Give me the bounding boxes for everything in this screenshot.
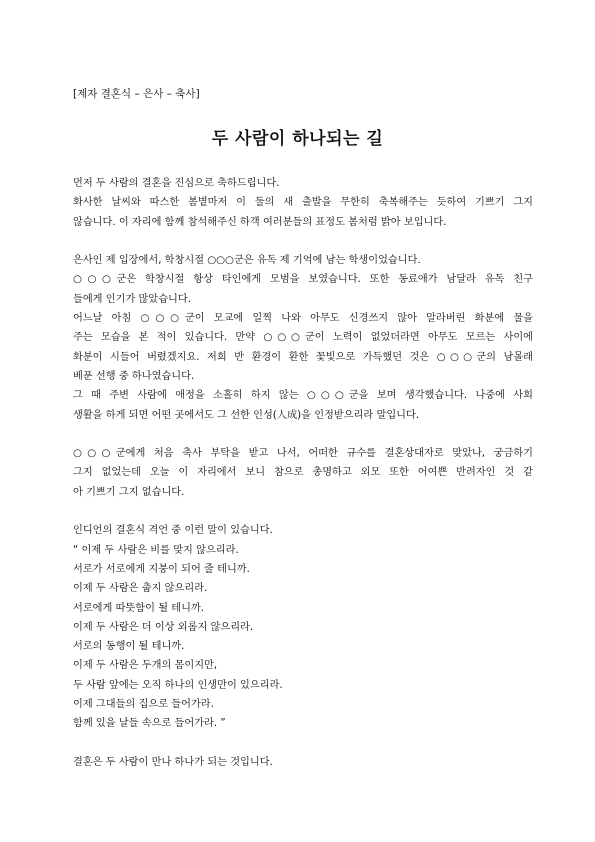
paragraph-proverb	[73, 521, 533, 733]
quote-line: 이제 두 사람은 두개의 몸이지만,	[73, 660, 218, 672]
text-line: ○○○군에게 처음 축사 부탁을 받고 나서, 어떠한 규수를 결혼상대자로 맞았나, 궁금하기	[73, 448, 533, 460]
paragraph-closing	[73, 753, 533, 772]
text-line: 베푼 선행 중 하나였습니다.	[73, 370, 195, 382]
quote-line: 서로의 동행이 될 테니까.	[73, 641, 185, 653]
text-line: 결혼은 두 사람이 만나 하나가 되는 것입니다.	[73, 756, 273, 768]
text-line: 않습니다. 이 자리에 함께 참석해주신 하객 여러분들의 표정도 봄처럼 밝아 보입니다.	[73, 216, 447, 228]
text-line: 인디언의 결혼식 격언 중 이런 말이 있습니다.	[73, 525, 273, 537]
text-line: 먼저 두 사람의 결혼을 진심으로 축하드립니다.	[73, 178, 280, 189]
paragraph-bride	[73, 444, 533, 502]
quote-line: 서로가 서로에게 지붕이 되어 줄 테니까.	[73, 563, 250, 575]
page-title: 두 사람이 하나되는 길	[211, 129, 384, 149]
text-line: 그지 없었는데 오늘 이 자리에서 보니 참으로 총명하고 외모 또한 어여쁜 반려자인 것 같	[73, 467, 533, 479]
quote-line: 이제 두 사람은 더 이상 외롭지 않으리라.	[73, 621, 254, 633]
paragraph-memory	[73, 251, 533, 425]
document-body	[73, 174, 533, 772]
document-header: [제자 결혼식 – 은사 – 축사]	[73, 88, 200, 100]
quote-line: 함께 있을 날들 속으로 들어가라. ”	[73, 718, 226, 730]
quote-line: 이제 그대들의 집으로 들어가라.	[73, 699, 214, 711]
text-line: 화분이 시들어 버렸겠지요. 저희 반 환경이 환한 꽃빛으로 가득했던 것은 ○○○군의 남몰래	[73, 351, 533, 363]
paragraph-greeting	[73, 174, 533, 232]
text-line: 은사인 제 입장에서, 학창시절 ○○○군은 유독 제 기억에 남는 학생이었습니다.	[73, 255, 421, 267]
text-line: 들에게 인기가 많았습니다.	[73, 293, 191, 305]
quote-line: “ 이제 두 사람은 비를 맞지 않으리라.	[73, 544, 239, 556]
quote-line: 두 사람 앞에는 오직 하나의 인생만이 있으리라.	[73, 679, 283, 691]
text-line: 주는 모습을 본 적이 있습니다. 만약 ○○○군이 노력이 없었더라면 아무도 모르는 사이에	[73, 332, 533, 344]
text-line: ○○○군은 학창시절 항상 타인에게 모범을 보였습니다. 또한 동료애가 남달라 유독 친구	[73, 274, 533, 286]
quote-line: 서로에게 따뜻함이 될 테니까.	[73, 602, 205, 614]
text-line: 화사한 날씨와 따스한 봄볕마저 이 둘의 새 출발을 무한히 축복해주는 듯하여 기쁘기 그지	[73, 197, 533, 209]
text-line: 어느날 아침 ○○○군이 모교에 일찍 나와 아무도 신경쓰지 않아 말라버린 화분에 물을	[73, 313, 533, 325]
quote-line: 이제 두 사람은 춥지 않으리라.	[73, 583, 208, 595]
text-line: 아 기쁘기 그지 없습니다.	[73, 486, 185, 498]
text-line: 생활을 하게 되면 어떤 곳에서도 그 선한 인성(人成)을 인정받으리라 말입니다.	[73, 409, 420, 421]
text-line: 그 때 주변 사람에 애정을 소홀히 하지 않는 ○○○군을 보며 생각했습니다. 나중에 사회	[73, 390, 533, 402]
